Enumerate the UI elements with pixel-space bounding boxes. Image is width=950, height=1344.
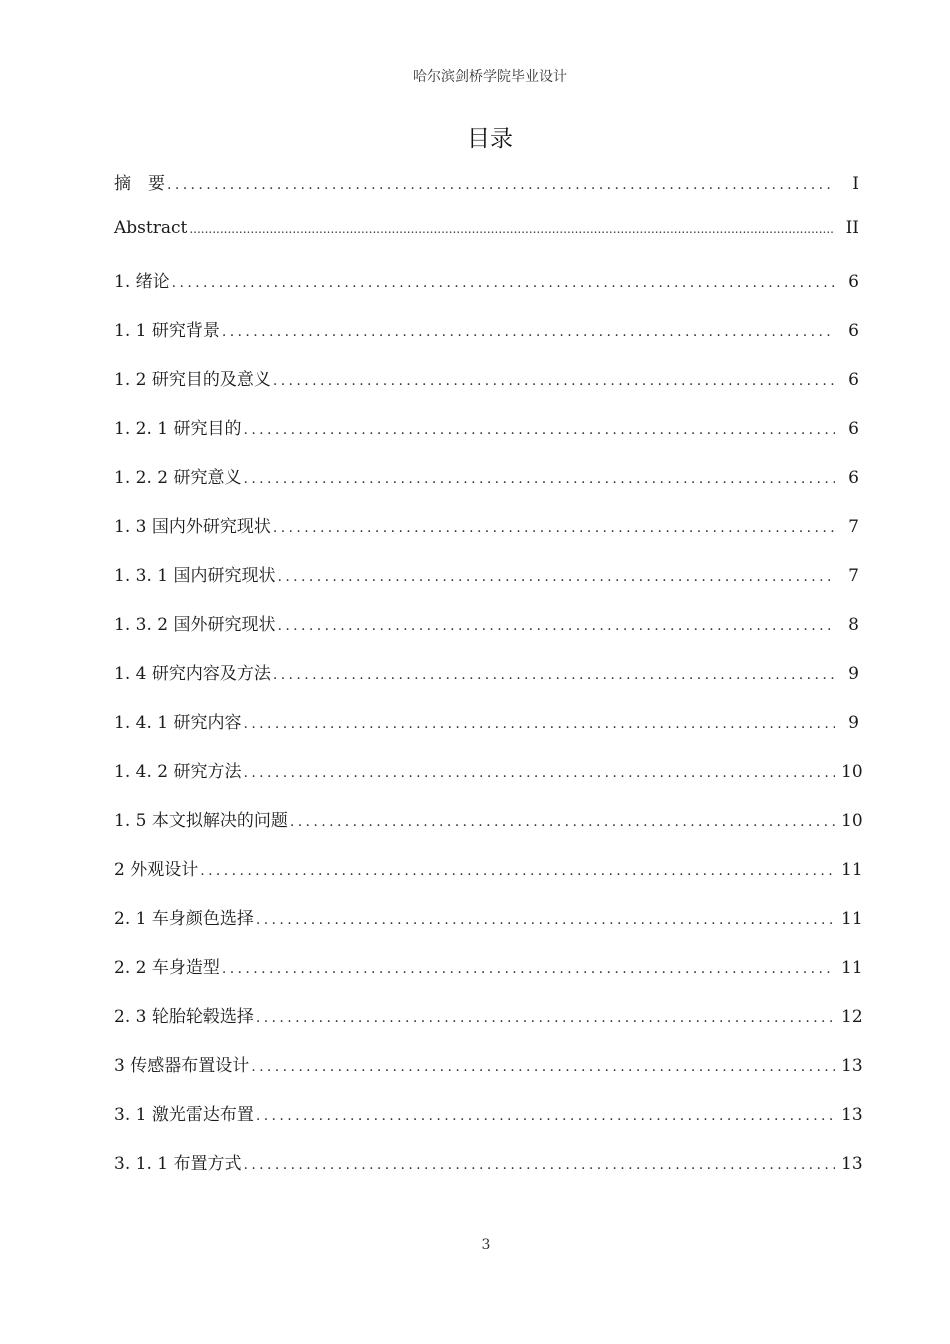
toc-entry[interactable] xyxy=(114,316,859,365)
toc-entry-label: 摘 要 xyxy=(114,174,165,194)
toc-entry-label: 1. 4 研究内容及方法 xyxy=(114,664,271,684)
toc-entry-page: 6 xyxy=(848,468,859,488)
toc-entry-page: 6 xyxy=(848,321,859,341)
toc-entry-label: 3. 1. 1 布置方式 xyxy=(114,1154,242,1174)
toc-leader-dots xyxy=(251,1059,835,1075)
toc-entry-label: 2. 2 车身造型 xyxy=(114,958,220,978)
toc-entry-page: 9 xyxy=(848,713,859,733)
toc-leader-dots xyxy=(256,912,835,928)
toc-leader-dots xyxy=(277,569,835,585)
toc-entry-label: Abstract xyxy=(114,218,188,238)
toc-leader-dots xyxy=(243,471,835,487)
toc-entry-label: 1. 3. 2 国外研究现状 xyxy=(114,615,276,635)
toc-leader-dots xyxy=(189,222,835,236)
toc-leader-dots xyxy=(167,177,835,193)
toc-entry[interactable] xyxy=(114,855,863,904)
toc-entry-page: 6 xyxy=(848,272,859,292)
toc-entry[interactable] xyxy=(114,904,863,953)
toc-entry-abstract-cn[interactable] xyxy=(114,169,859,218)
toc-entry-page: 11 xyxy=(841,909,863,929)
toc-leader-dots xyxy=(172,275,835,291)
toc-entry-page: 10 xyxy=(841,762,863,782)
toc-entry[interactable] xyxy=(114,1002,863,1051)
page-number: 3 xyxy=(481,1237,491,1253)
page-header: 哈尔滨剑桥学院毕业设计 xyxy=(413,69,567,85)
toc-entry-label: 1. 5 本文拟解决的问题 xyxy=(114,811,288,831)
toc-leader-dots xyxy=(243,422,835,438)
toc-leader-dots xyxy=(277,618,835,634)
toc-leader-dots xyxy=(273,373,835,389)
toc-leader-dots xyxy=(256,1108,835,1124)
toc-entry-page: 11 xyxy=(841,958,863,978)
toc-entry[interactable] xyxy=(114,953,863,1002)
toc-entry-label: 1. 4. 2 研究方法 xyxy=(114,762,242,782)
page-title: 目录 xyxy=(467,126,513,152)
toc-entry-label: 2. 3 轮胎轮毂选择 xyxy=(114,1007,254,1027)
toc-entry[interactable] xyxy=(114,659,859,708)
toc-entry-label: 3 传感器布置设计 xyxy=(114,1056,250,1076)
toc-entry-label: 1. 3 国内外研究现状 xyxy=(114,517,271,537)
toc-entry-page: 12 xyxy=(841,1007,863,1027)
toc-entry-page: 6 xyxy=(848,370,859,390)
toc-entry-label: 1. 绪论 xyxy=(114,272,170,292)
toc-entry-page: 7 xyxy=(848,566,859,586)
toc-entry-page: 6 xyxy=(848,419,859,439)
toc-entry[interactable] xyxy=(114,463,859,512)
toc-entry[interactable] xyxy=(114,1100,863,1149)
toc-leader-dots xyxy=(256,1010,835,1026)
toc-entry[interactable] xyxy=(114,267,859,316)
toc-entry-page: 8 xyxy=(848,615,859,635)
toc-leader-dots xyxy=(200,863,835,879)
toc-leader-dots xyxy=(222,324,835,340)
toc-leader-dots xyxy=(273,520,835,536)
toc-entry-page: II xyxy=(845,218,859,238)
toc-entry[interactable] xyxy=(114,757,863,806)
toc-entry-label: 3. 1 激光雷达布置 xyxy=(114,1105,254,1125)
toc-entry-label: 2 外观设计 xyxy=(114,860,199,880)
toc-entry-label: 1. 4. 1 研究内容 xyxy=(114,713,242,733)
toc-entry-page: 10 xyxy=(841,811,863,831)
toc-leader-dots xyxy=(222,961,835,977)
toc-entry[interactable] xyxy=(114,1149,863,1198)
toc-entry-label: 2. 1 车身颜色选择 xyxy=(114,909,254,929)
toc-entry-page: 13 xyxy=(841,1105,863,1125)
toc-leader-dots xyxy=(273,667,835,683)
toc-entry[interactable] xyxy=(114,610,859,659)
toc-entry-page: 13 xyxy=(841,1154,863,1174)
toc-entry-page: 11 xyxy=(841,860,863,880)
toc-leader-dots xyxy=(243,716,835,732)
toc-entry-label: 1. 2 研究目的及意义 xyxy=(114,370,271,390)
toc-entry[interactable] xyxy=(114,708,859,757)
toc-entry-label: 1. 2. 1 研究目的 xyxy=(114,419,242,439)
table-of-contents xyxy=(114,169,863,1198)
toc-entry-page: 7 xyxy=(848,517,859,537)
toc-entry-page: 9 xyxy=(848,664,859,684)
toc-entry-label: 1. 1 研究背景 xyxy=(114,321,220,341)
toc-entry[interactable] xyxy=(114,365,859,414)
toc-entry[interactable] xyxy=(114,561,859,610)
toc-leader-dots xyxy=(243,1157,835,1173)
toc-leader-dots xyxy=(290,814,835,830)
toc-leader-dots xyxy=(243,765,835,781)
toc-entry[interactable] xyxy=(114,1051,863,1100)
toc-entry-page: I xyxy=(852,174,859,194)
toc-entry[interactable] xyxy=(114,414,859,463)
toc-entry[interactable] xyxy=(114,806,863,855)
toc-entry-label: 1. 2. 2 研究意义 xyxy=(114,468,242,488)
toc-entry-abstract-en[interactable] xyxy=(114,218,859,267)
toc-entry[interactable] xyxy=(114,512,859,561)
toc-entry-page: 13 xyxy=(841,1056,863,1076)
toc-entry-label: 1. 3. 1 国内研究现状 xyxy=(114,566,276,586)
